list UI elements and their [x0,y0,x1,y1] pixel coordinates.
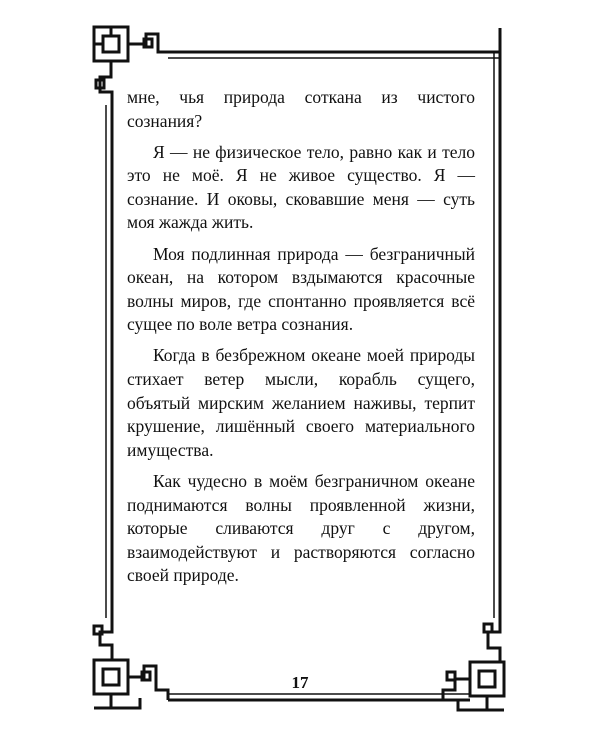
page-number: 17 [291,673,309,692]
paragraph-5: Как чудесно в моём безграничном океане поднимаются волны проявленной жизни, которые сливаются друг с другом, взаимодействуют и растворяются согласно своей природе. [127,470,475,586]
paragraph-3: Моя подлинная природа — безграничный океан, на котором вздымаются красочные волны миров, где спонтанно проявляется всё сущее по воле ветра сознания. [127,243,475,335]
body-text [127,86,475,588]
paragraph-4: Когда в безбрежном океане моей природы стихает ветер мысли, корабль сущего, объятый мирским желанием наживы, терпит крушение, лишённый своего материального имущества. [127,345,475,460]
paragraph-2: Я — не физическое тело, равно как и тело это не моё. Я не живое существо. Я — сознание. И оковы, сковавшие меня — суть моя жажда жить. [127,141,475,233]
paragraph-1: мне, чья природа соткана из чистого сознания? [127,87,475,131]
